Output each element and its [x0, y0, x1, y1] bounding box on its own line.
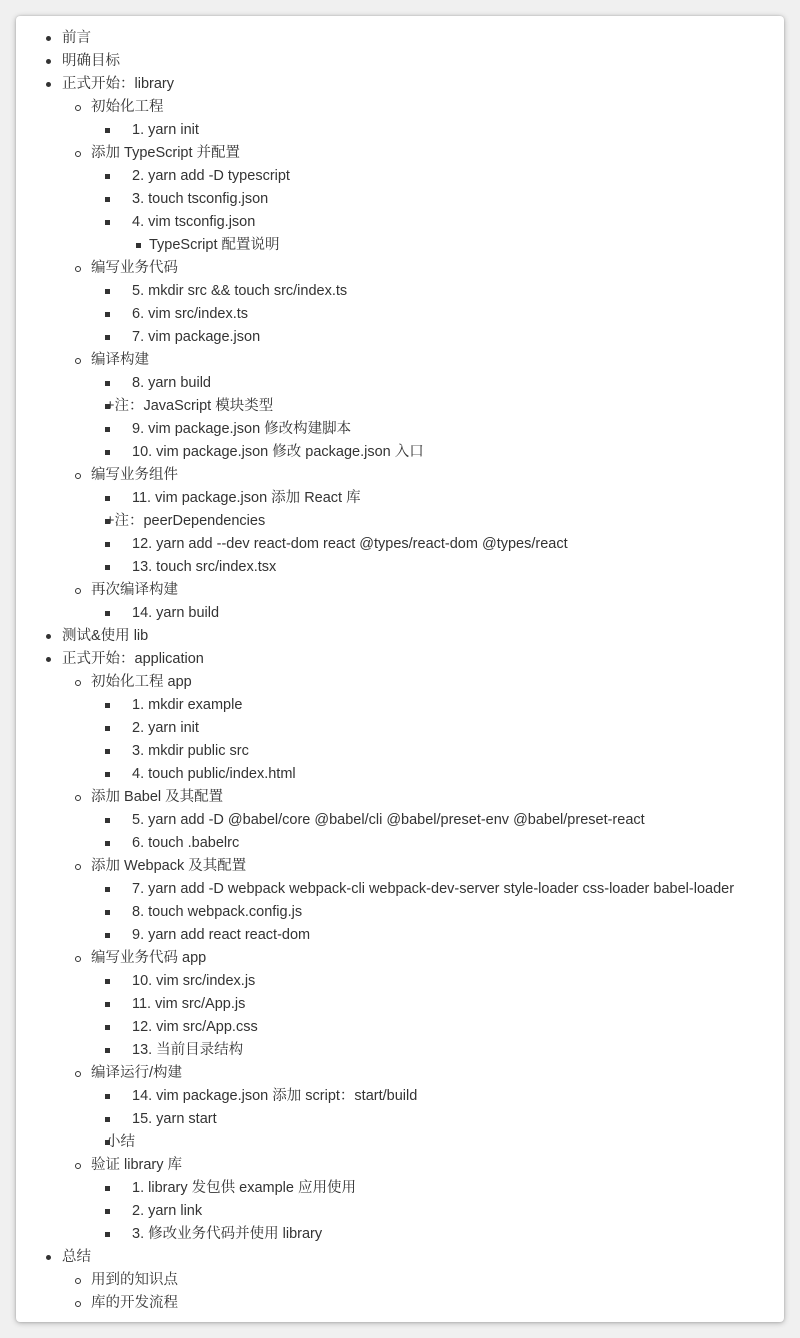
toc-item[interactable] — [16, 1292, 784, 1315]
toc-item[interactable] — [16, 1016, 784, 1039]
toc-item[interactable] — [16, 763, 784, 786]
toc-item[interactable] — [16, 1223, 784, 1246]
toc-item[interactable] — [16, 970, 784, 993]
toc-item[interactable] — [16, 556, 784, 579]
toc-item-label[interactable]: 添加 Webpack 及其配置 — [91, 858, 247, 874]
toc-item[interactable] — [16, 326, 784, 349]
toc-item-label[interactable]: 9. vim package.json 修改构建脚本 — [132, 421, 352, 437]
toc-item[interactable] — [16, 809, 784, 832]
toc-item[interactable] — [16, 579, 784, 602]
toc-item-label[interactable]: 再次编译构建 — [91, 582, 178, 598]
toc-item[interactable] — [16, 1085, 784, 1108]
toc-item-label[interactable]: 9. yarn add react react-dom — [132, 927, 311, 943]
toc-item-label[interactable]: 2. yarn init — [132, 720, 199, 736]
toc-item-label[interactable]: 添加 Babel 及其配置 — [91, 789, 224, 805]
toc-item[interactable] — [16, 786, 784, 809]
toc-item-label[interactable]: TypeScript 配置说明 — [149, 237, 280, 253]
toc-item[interactable] — [16, 878, 784, 901]
toc-item[interactable] — [16, 464, 784, 487]
toc-item[interactable] — [16, 73, 784, 96]
toc-item[interactable] — [16, 533, 784, 556]
toc-item[interactable] — [16, 1177, 784, 1200]
toc-item-label[interactable]: 库的开发流程 — [91, 1295, 178, 1311]
toc-item[interactable] — [16, 740, 784, 763]
toc-item[interactable] — [16, 625, 784, 648]
toc-item-label[interactable]: +注：JavaScript 模块类型 — [106, 398, 274, 414]
toc-item-label[interactable]: 6. touch .babelrc — [132, 835, 240, 851]
toc-item[interactable] — [16, 1108, 784, 1131]
toc-item[interactable] — [16, 395, 784, 418]
toc-item-label[interactable]: 总结 — [62, 1249, 91, 1265]
toc-item-label[interactable]: 13. 当前目录结构 — [132, 1042, 244, 1058]
toc-item-label[interactable]: 3. 修改业务代码并使用 library — [132, 1226, 323, 1242]
toc-item-label[interactable]: 4. touch public/index.html — [132, 766, 296, 782]
toc-item-label[interactable]: 3. touch tsconfig.json — [132, 191, 269, 207]
toc-item-label[interactable]: 10. vim src/index.js — [132, 973, 256, 989]
toc-item[interactable] — [16, 1154, 784, 1177]
toc-item[interactable] — [16, 418, 784, 441]
toc-item-label[interactable]: 12. vim src/App.css — [132, 1019, 258, 1035]
toc-item-label[interactable]: 11. vim src/App.js — [132, 996, 246, 1012]
toc-item-label[interactable]: 4. vim tsconfig.json — [132, 214, 256, 230]
toc-item-label[interactable]: 13. touch src/index.tsx — [132, 559, 277, 575]
toc-item[interactable] — [16, 188, 784, 211]
toc-item-label[interactable]: 编写业务代码 — [91, 260, 178, 276]
toc-item-label[interactable]: 5. yarn add -D @babel/core @babel/cli @babel/preset-env @babel/preset-react — [132, 812, 645, 828]
toc-item-label[interactable]: 1. library 发包供 example 应用使用 — [132, 1180, 356, 1196]
toc-item-label[interactable]: 1. yarn init — [132, 122, 199, 138]
toc-item[interactable] — [16, 257, 784, 280]
toc-item-label[interactable]: 初始化工程 — [91, 99, 164, 115]
toc-item-label[interactable]: 用到的知识点 — [91, 1272, 178, 1288]
toc-item[interactable] — [16, 993, 784, 1016]
toc-item[interactable] — [16, 855, 784, 878]
toc-item-label[interactable]: 编译运行/构建 — [91, 1065, 183, 1081]
toc-item-label[interactable]: 正式开始：application — [62, 651, 204, 667]
toc-item-label[interactable]: 小结 — [106, 1134, 135, 1150]
toc-item[interactable] — [16, 1131, 784, 1154]
toc-item-label[interactable]: 测试&使用 lib — [62, 628, 149, 644]
toc-item[interactable] — [16, 832, 784, 855]
toc-item-label[interactable]: 验证 library 库 — [91, 1157, 183, 1173]
toc-item[interactable] — [16, 96, 784, 119]
toc-item[interactable] — [16, 947, 784, 970]
toc-item[interactable] — [16, 119, 784, 142]
toc-item[interactable] — [16, 142, 784, 165]
toc-item[interactable] — [16, 648, 784, 671]
toc-item-label[interactable]: 编写业务组件 — [91, 467, 178, 483]
toc-item[interactable] — [16, 924, 784, 947]
toc-item-label[interactable]: 8. yarn build — [132, 375, 211, 391]
toc-item-label[interactable]: 添加 TypeScript 并配置 — [91, 145, 241, 161]
toc-item[interactable] — [16, 441, 784, 464]
toc-item[interactable] — [16, 602, 784, 625]
toc-item-label[interactable]: 1. mkdir example — [132, 697, 243, 713]
toc-item-label[interactable]: 明确目标 — [62, 53, 120, 69]
toc-item-label[interactable]: 10. vim package.json 修改 package.json 入口 — [132, 444, 424, 460]
toc-item[interactable] — [16, 372, 784, 395]
toc-item[interactable] — [16, 1200, 784, 1223]
toc-item-label[interactable]: +注：peerDependencies — [106, 513, 266, 529]
toc-item[interactable] — [16, 1039, 784, 1062]
toc-item[interactable] — [16, 165, 784, 188]
toc-item-label[interactable]: 3. mkdir public src — [132, 743, 249, 759]
toc-card — [16, 16, 784, 1322]
table-of-contents — [16, 27, 784, 1315]
toc-item[interactable] — [16, 1246, 784, 1269]
toc-item[interactable] — [16, 487, 784, 510]
toc-item[interactable] — [16, 671, 784, 694]
toc-item-label[interactable]: 6. vim src/index.ts — [132, 306, 249, 322]
toc-item-label[interactable]: 2. yarn link — [132, 1203, 203, 1219]
toc-item-label[interactable]: 14. vim package.json 添加 script：start/build — [132, 1088, 418, 1104]
toc-item[interactable] — [16, 50, 784, 73]
toc-item-label[interactable]: 正式开始：library — [62, 76, 174, 92]
toc-item-label[interactable]: 11. vim package.json 添加 React 库 — [132, 490, 361, 506]
toc-item-label[interactable]: 编译构建 — [91, 352, 149, 368]
toc-item-label[interactable]: 初始化工程 app — [91, 674, 192, 690]
toc-item-label[interactable]: 12. yarn add --dev react-dom react @types/react-dom @types/react — [132, 536, 568, 552]
toc-item-label[interactable]: 5. mkdir src && touch src/index.ts — [132, 283, 348, 299]
toc-item-label[interactable]: 编写业务代码 app — [91, 950, 207, 966]
toc-item[interactable] — [16, 234, 784, 257]
toc-item[interactable] — [16, 1062, 784, 1085]
toc-item-label[interactable]: 14. yarn build — [132, 605, 220, 621]
toc-item[interactable] — [16, 901, 784, 924]
toc-item-label[interactable]: 前言 — [62, 30, 91, 46]
toc-item[interactable] — [16, 349, 784, 372]
toc-item-label[interactable]: 7. yarn add -D webpack webpack-cli webpack-dev-server style-loader css-loader babel-loader — [132, 881, 735, 897]
toc-item-label[interactable]: 2. yarn add -D typescript — [132, 168, 290, 184]
toc-item[interactable] — [16, 27, 784, 50]
toc-item[interactable] — [16, 303, 784, 326]
toc-item[interactable] — [16, 280, 784, 303]
toc-item-label[interactable]: 8. touch webpack.config.js — [132, 904, 303, 920]
toc-item-label[interactable]: 7. vim package.json — [132, 329, 261, 345]
toc-item[interactable] — [16, 1269, 784, 1292]
toc-item[interactable] — [16, 717, 784, 740]
toc-item-label[interactable]: 15. yarn start — [132, 1111, 217, 1127]
toc-item[interactable] — [16, 211, 784, 234]
toc-item[interactable] — [16, 510, 784, 533]
toc-item[interactable] — [16, 694, 784, 717]
